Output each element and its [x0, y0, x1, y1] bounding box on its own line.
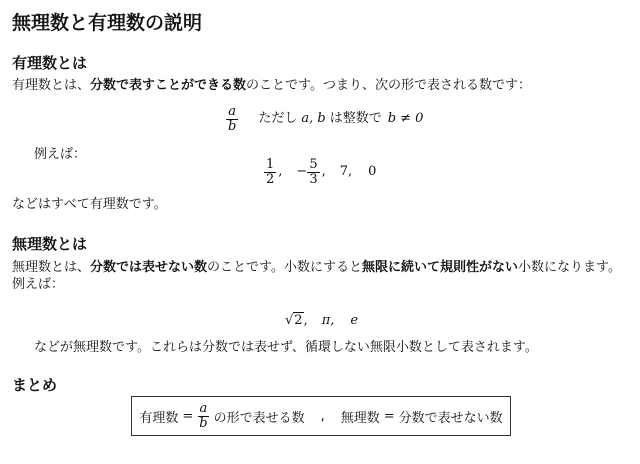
condition-pre: ただし	[258, 111, 298, 127]
example-one-half	[264, 158, 276, 186]
irrational-intro-bold2: 無限に続いて規則性がない	[362, 260, 519, 275]
ex2-numerator: 5	[309, 157, 318, 172]
summary-irrational-label: 無理数	[340, 410, 380, 426]
rational-examples-label: 例えば：	[34, 147, 87, 162]
condition-expr: b ≠ 0	[387, 111, 424, 127]
summary-box	[131, 396, 511, 436]
ex1-separator: ,	[278, 164, 283, 180]
ex2-sign: −	[296, 164, 308, 180]
fraction-a-over-b	[226, 105, 238, 133]
summary-separator: ,	[320, 408, 325, 424]
irrational-intro-mid: のことです。小数にすると	[207, 260, 362, 275]
example-pi: π,	[321, 313, 335, 328]
sqrt-radicand: 2	[294, 313, 303, 328]
ex2-denominator: 3	[309, 171, 318, 187]
fraction-denominator: b	[228, 118, 237, 134]
rational-heading: 有理数とは	[12, 54, 88, 72]
summary-rational-label: 有理数	[139, 410, 179, 426]
example-sqrt-two	[285, 312, 304, 330]
rational-definition	[226, 105, 423, 133]
fraction-numerator: a	[228, 104, 237, 119]
sqrt-separator: ,	[303, 313, 308, 328]
summary-fraction-denominator: b	[199, 415, 208, 431]
rational-intro-bold: 分数で表すことができる数	[90, 78, 247, 93]
page-title: 無理数と有理数の説明	[12, 12, 203, 34]
irrational-intro-pre: 無理数とは、	[12, 260, 91, 275]
matome-heading: まとめ	[12, 376, 58, 394]
summary-irrational-desc: 分数で表せない数	[398, 410, 503, 426]
summary-equals-2: =	[383, 408, 395, 424]
irrational-intro-post: 小数になります。	[518, 260, 621, 275]
rational-intro-post: のことです。つまり、次の形で表される数です：	[246, 78, 531, 93]
ex1-numerator: 1	[266, 157, 275, 172]
example-e: e	[350, 313, 359, 328]
summary-rational-desc: の形で表せる数	[213, 410, 305, 426]
summary-fraction	[197, 402, 209, 430]
irrational-heading: 無理数とは	[12, 235, 88, 253]
rational-examples	[264, 158, 376, 186]
ex2-separator: ,	[321, 164, 326, 180]
sqrt-icon: √	[285, 313, 294, 328]
condition-mid: は整数で	[329, 111, 382, 127]
summary-equals-1: =	[182, 408, 194, 424]
irrational-examples-label: 例えば：	[12, 277, 65, 292]
rational-intro-pre: 有理数とは、	[12, 78, 91, 93]
example-zero: 0	[368, 164, 377, 180]
ex1-denominator: 2	[266, 171, 275, 187]
irrational-summary: などが無理数です。これらは分数では表せず、循環しない無限小数として表されます。	[34, 340, 538, 355]
irrational-examples	[285, 312, 358, 330]
example-seven: 7,	[339, 164, 353, 180]
condition-vars: a, b	[301, 111, 326, 127]
rational-intro	[12, 77, 531, 95]
irrational-intro	[12, 259, 621, 277]
irrational-intro-bold1: 分数では表せない数	[90, 260, 208, 275]
example-five-thirds	[307, 158, 319, 186]
rational-summary: などはすべて有理数です。	[12, 197, 167, 212]
summary-fraction-numerator: a	[199, 400, 208, 416]
